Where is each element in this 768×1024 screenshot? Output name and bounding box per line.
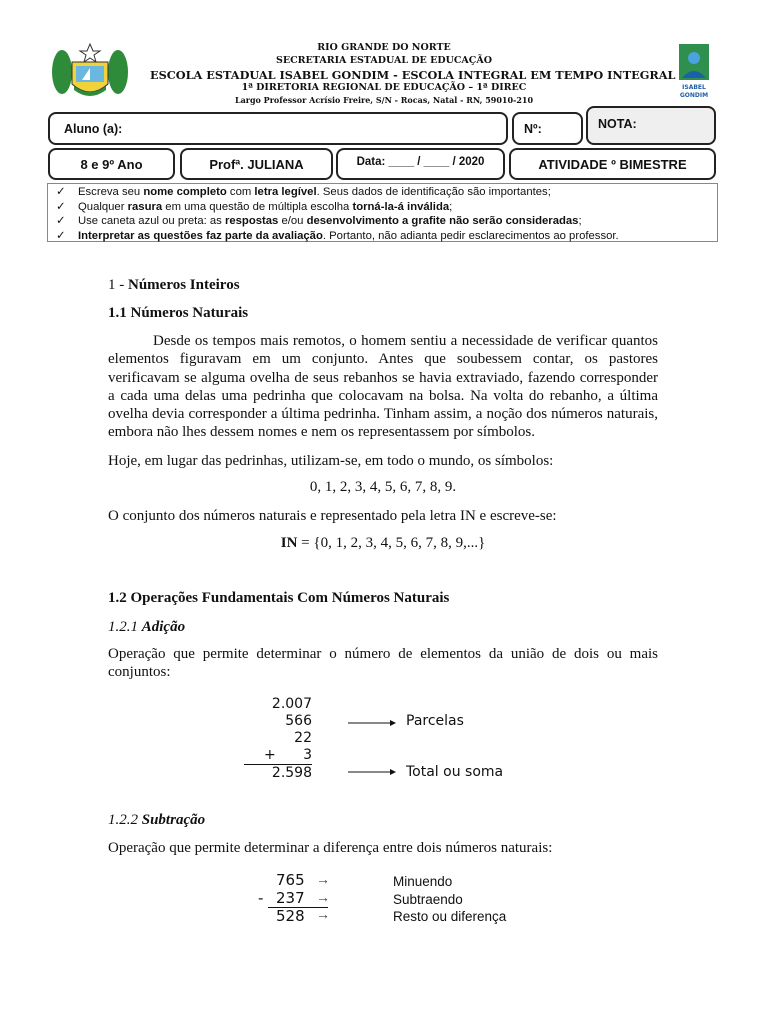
addend: 3 [303,747,312,763]
check-icon: ✓ [56,229,66,242]
check-icon: ✓ [56,200,66,213]
text: . Portanto, não adianta pedir esclarecimentos ao professor. [322,229,619,242]
arrow-right-icon: → [316,890,330,906]
instruction-item [56,200,717,215]
parcelas-label: Parcelas [406,713,464,729]
section-title: Números Inteiros [128,277,240,293]
arrow-right-icon [390,769,396,775]
minuendo-label: Minuendo [393,874,453,889]
subtrahend: 237 [276,888,305,907]
header-address: Largo Professor Acrísio Freire, S/N - Rocas, Natal - RN, 59010-210 [234,95,534,105]
minuend: 765 [276,871,305,889]
paragraph-subtracao: Operação que permite determinar a diferença entre dois números naturais: [108,840,553,856]
section-1-heading [108,276,658,294]
text: com [226,186,255,198]
bold-text: torná-la-á inválida [352,200,450,213]
sub-labels [393,873,506,926]
text: ; [578,215,582,227]
arrow-right-icon [390,720,396,726]
check-icon: ✓ [56,215,66,227]
sub-arrows [316,872,330,925]
plus-sign: + [264,747,276,763]
text: Qualquer [78,200,128,213]
instruction-item [56,229,717,244]
text: Use caneta azul ou preta: as [78,215,225,227]
header-school: ESCOLA ESTADUAL ISABEL GONDIM - ESCOLA INTEGRAL EM TEMPO INTEGRAL [150,68,676,82]
numero-label: Nº: [524,121,542,136]
section-title: Subtração [141,812,206,828]
paragraph-adicao: Operação que permite determinar o número de elementos da união de dois ou mais conjuntos: [108,646,658,681]
isabel-gondim-logo [679,44,709,100]
bold-text: respostas [224,215,279,227]
arrow-right-icon: → [316,873,330,888]
in-set: = {0, 1, 2, 3, 4, 5, 6, 7, 8, 9,...} [297,535,486,551]
sum-total: 2.598 [244,764,312,782]
header-state: RIO GRANDE DO NORTE [317,42,451,53]
resto-label: Resto ou diferença [393,909,507,924]
number-field[interactable] [512,112,583,145]
data-label: Data: ____ / ____ / 2020 [356,156,485,168]
arrow-icons [348,718,398,778]
check-icon: ✓ [56,186,66,198]
teacher-box [180,148,333,180]
paragraph-intro: Desde os tempos mais remotos, o homem sentiu a necessidade de verificar quantos elementos figuravam em um conjunto. Antes que soubessem contar, os pastores verificavam se alguma ovelha de seus rebanhos se havia extraviado, fazendo corresponder a cada uma delas uma pedrinha que colocavam na bolsa. Na volta do rebanho, a última ovelha devia corresponder a última pedrinha. Tinham assim, a noção dos números naturais, embora não lhes dessem nomes e nem os representassem por símbolos. [108,333,658,441]
ano-label: 8 e 9º Ano [80,156,143,172]
student-name-field[interactable] [48,112,508,145]
grade-field[interactable] [586,106,716,145]
logo-text-isabel: ISABEL [682,84,706,91]
section-title: Adição [141,619,186,635]
section-1-2-heading: 1.2 Operações Fundamentais Com Números Naturais [108,590,450,606]
bold-text: letra legível [254,186,317,198]
bold-text: nome completo [143,186,227,198]
addend: 2.007 [271,696,312,712]
instruction-item [56,185,717,200]
bold-text: Interpretar as questões faz parte da avaliação [78,229,323,242]
in-set-line [108,534,658,552]
paragraph-hoje: Hoje, em lugar das pedrinhas, utilizam-se, em todo o mundo, os símbolos: [108,453,554,469]
instructions-list [47,183,718,242]
instruction-item [56,214,717,229]
date-field[interactable] [336,148,505,180]
rn-coat-of-arms-logo [50,42,130,104]
section-number: 1.2.1 [108,619,142,635]
text: ; [449,200,453,213]
logo-text-gondim: GONDIM [679,92,709,99]
arrow-right-icon: → [316,908,330,923]
bold-text: desenvolvimento a grafite não serão consideradas [306,215,579,227]
aluno-label: Aluno (a): [64,121,123,136]
year-box [48,148,175,180]
nota-label: NOTA: [598,117,637,131]
paragraph-conjunto: O conjunto dos números naturais e representado pela letra IN e escreve-se: [108,508,557,524]
symbols-line: 0, 1, 2, 3, 4, 5, 6, 7, 8, 9. [309,479,457,495]
difference: 528 [276,907,305,925]
section-1-1-heading: 1.1 Números Naturais [108,305,249,321]
text: e/ou [278,215,307,227]
text: . Seus dados de identificação são importantes; [316,186,551,198]
bold-text: rasura [127,200,163,213]
header-diretoria: 1ª DIRETORIA REGIONAL DE EDUCAÇÃO – 1ª DIREC [241,82,527,93]
section-1-2-1-heading [108,618,658,636]
addition-figure [250,696,312,782]
addend: 22 [294,730,312,746]
section-number: 1 - [108,277,128,293]
section-1-2-2-heading [108,811,658,829]
text: Escreva seu [78,186,144,198]
header-secretaria: SECRETARIA ESTADUAL DE EDUCAÇÃO [275,55,493,66]
addend: 566 [285,713,312,729]
subtraendo-label: Subtraendo [393,891,463,907]
atividade-label: ATIVIDADE º BIMESTRE [538,156,687,172]
activity-box [509,148,716,180]
section-number: 1.2.2 [108,812,142,828]
total-label: Total ou soma [406,764,504,780]
prof-label: Profª. JULIANA [209,156,304,172]
text: em uma questão de múltipla escolha [162,200,353,213]
in-label: IN [280,535,298,551]
minus-sign: - [258,888,264,907]
